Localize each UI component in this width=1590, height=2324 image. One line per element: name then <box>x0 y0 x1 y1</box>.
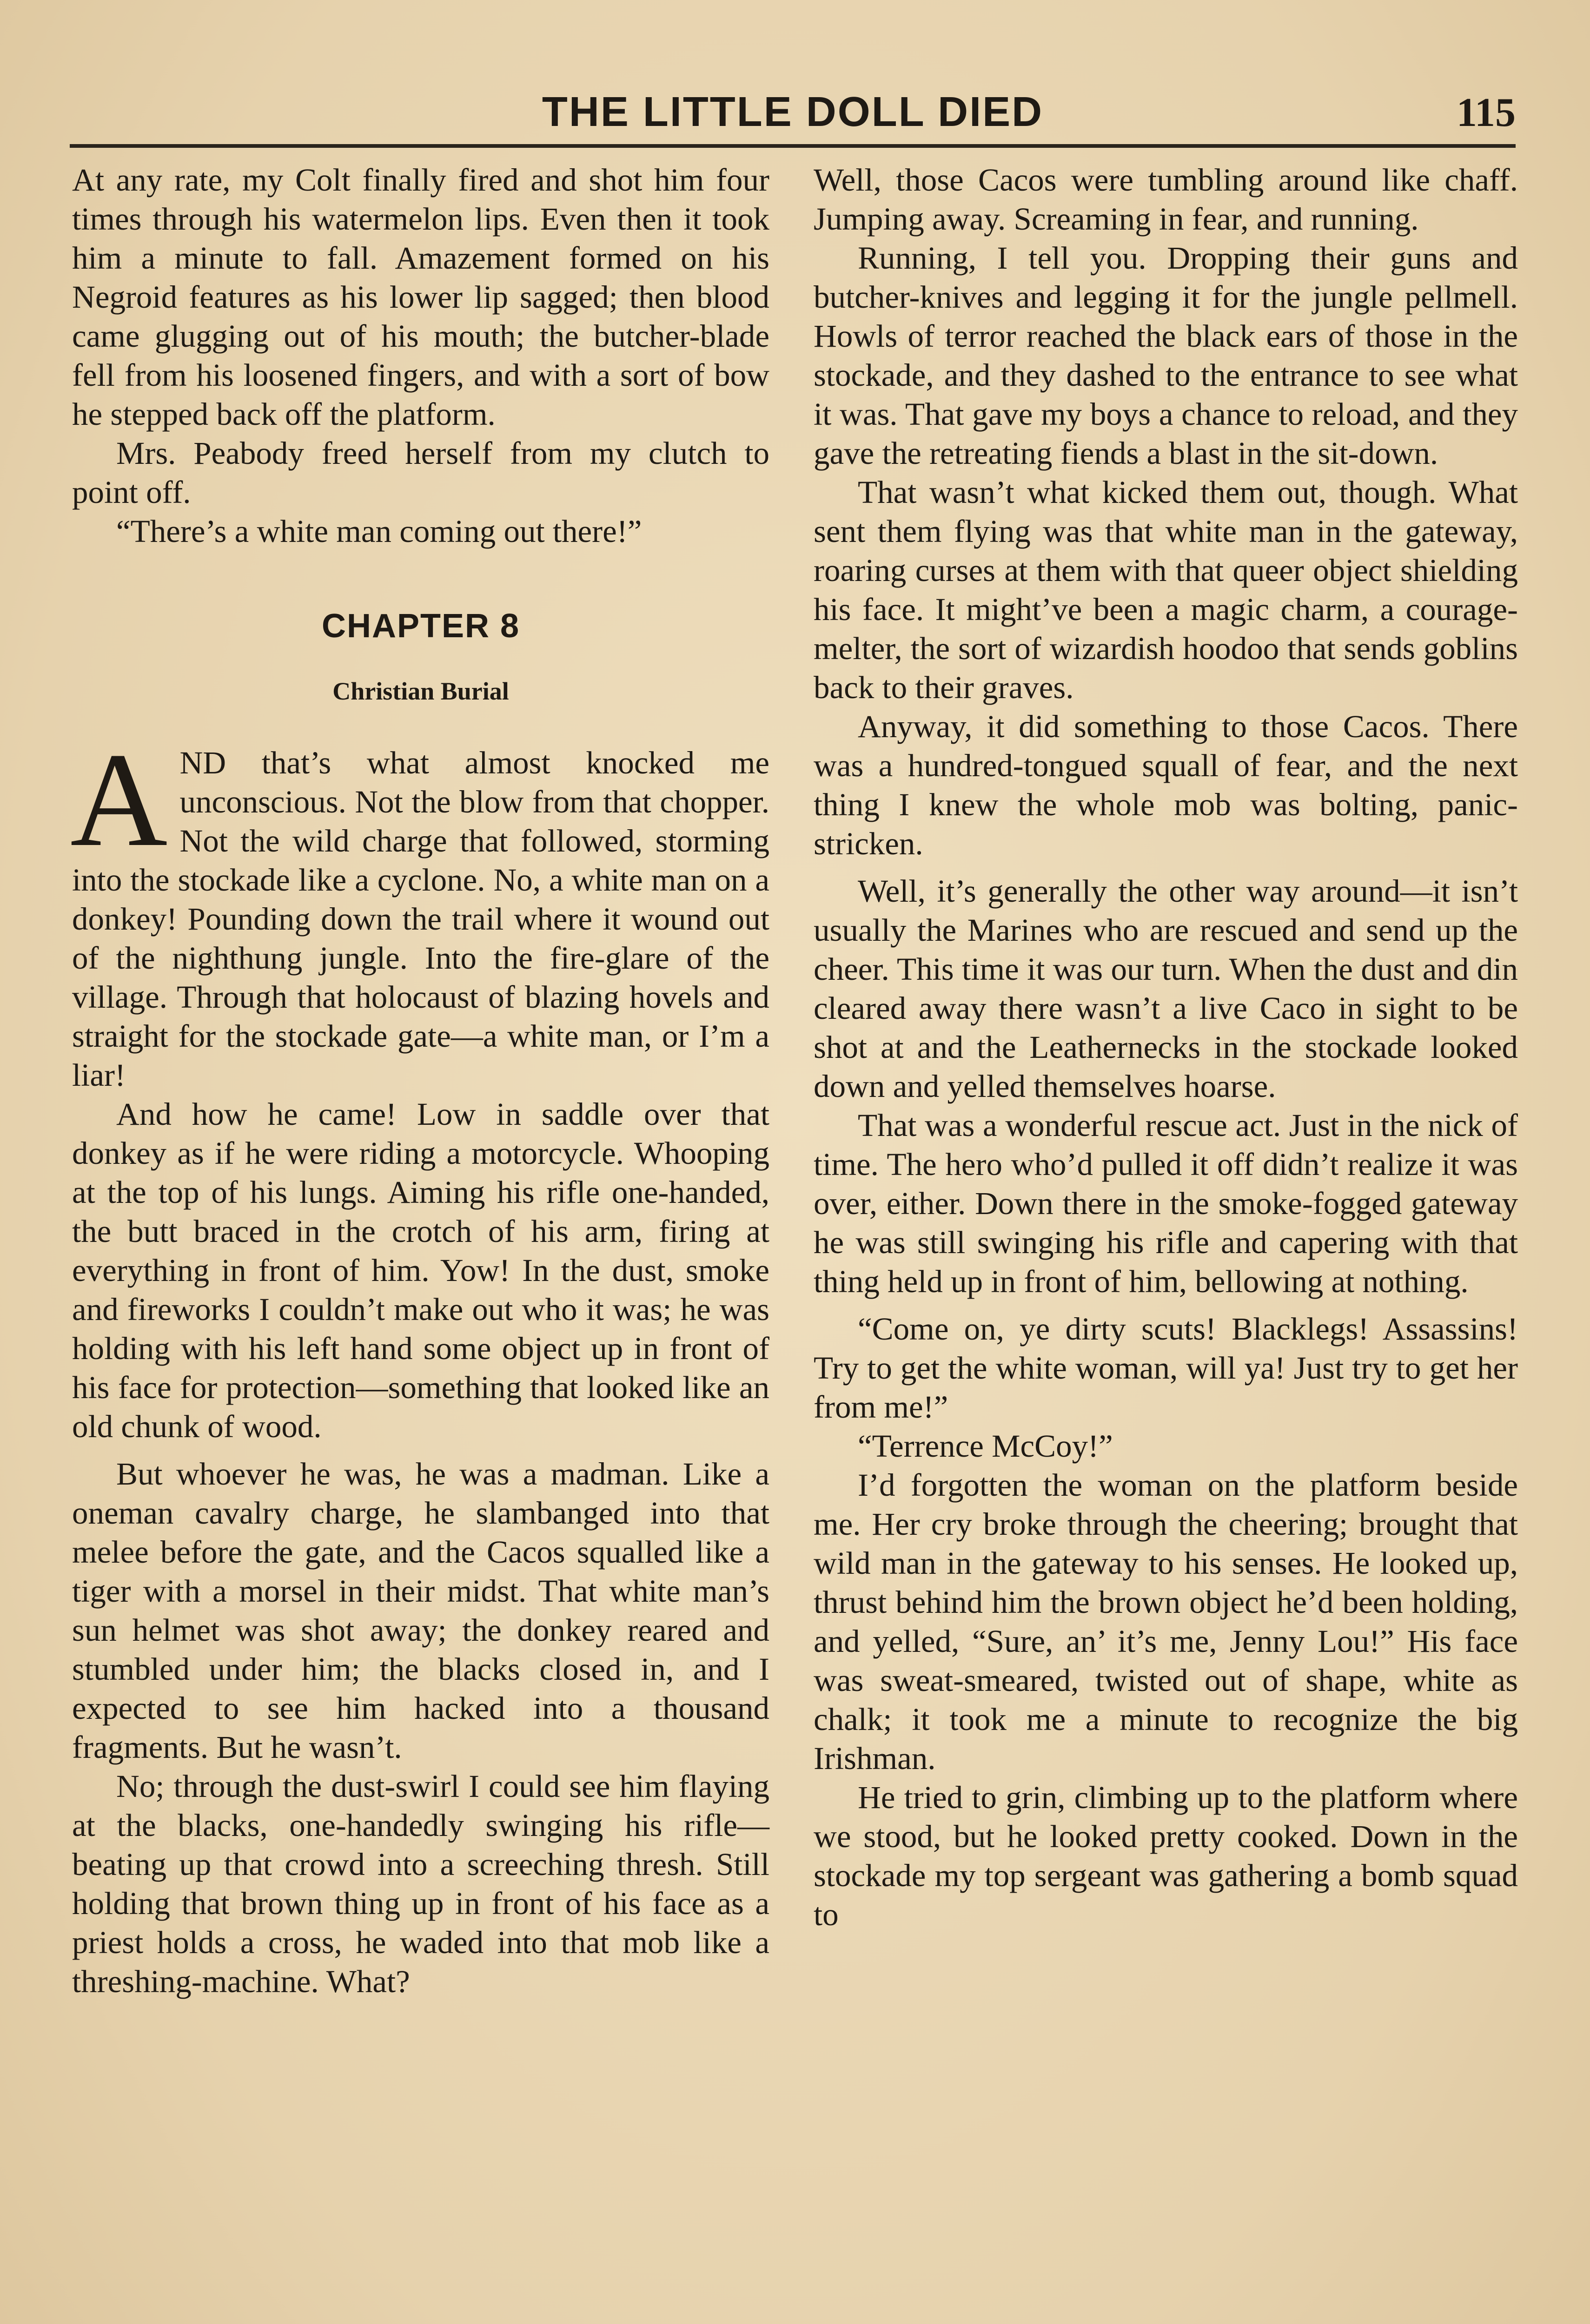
left-column <box>72 160 769 2001</box>
paragraph: But whoever he was, he was a madman. Like a oneman cavalry charge, he slambanged into that melee before the gate, and the Cacos squalled like a tiger with a morsel in their midst. That white man’s sun helmet was shot away; the donkey reared and stumbled under him; the blacks closed in, and I expected to see him hacked into a thousand fragments. But he wasn’t. <box>72 1456 769 1765</box>
running-title: THE LITTLE DOLL DIED <box>542 89 1044 135</box>
paragraph: And how he came! Low in saddle over that donkey as if he were riding a motorcycle. Whooping at the top of his lungs. Aiming his rifle one-handed, the butt braced in the crotch of his arm, firing at everything in front of him. Yow! In the dust, smoke and fireworks I couldn’t make out who it was; he was holding with his left hand some object up in front of his face for protection—something that looked like an old chunk of wood. <box>72 1096 769 1444</box>
paragraph: No; through the dust-swirl I could see him flaying at the blacks, one-handedly swinging his rifle—beating up that crowd into a screeching thresh. Still holding that brown thing up in front of his face as a priest holds a cross, he waded into that mob like a threshing-machine. What? <box>72 1769 769 1999</box>
paragraph: He tried to grin, climbing up to the platform where we stood, but he looked pretty cooked. Down in the stockade my top sergeant was gathering a bomb squad to <box>814 1780 1518 1932</box>
paragraph: That wasn’t what kicked them out, though. What sent them flying was that white man in the gateway, roaring curses at them with that queer object shielding his face. It might’ve been a magic charm, a courage-melter, the sort of wizardish hoodoo that sends goblins back to their graves. <box>814 475 1518 705</box>
paragraph: At any rate, my Colt finally fired and shot him four times through his watermelon lips. Even then it took him a minute to fall. Amazement formed on his Negroid features as his lower lip sagged; then blood came glugging out of his mouth; the butcher-blade fell from his loosened fingers, and with a sort of bow he stepped back off the platform. <box>72 162 769 432</box>
page-header <box>70 79 1516 144</box>
paragraph: Running, I tell you. Dropping their guns and butcher-knives and legging it for the jungle pellmell. Howls of terror reached the black ears of those in the stockade, and they dashed to the entrance to see what it was. That gave my boys a chance to reload, and they gave the retreating fiends a blast in the sit-down. <box>814 240 1518 471</box>
paragraph: “Come on, ye dirty scuts! Blacklegs! Assassins! Try to get the white woman, will ya! Just try to get her from me!” <box>814 1311 1518 1425</box>
header-rule <box>70 144 1516 148</box>
paragraph: That was a wonderful rescue act. Just in the nick of time. The hero who’d pulled it off didn’t realize it was over, either. Down there in the smoke-fogged gateway he was still swinging his rifle and capering with that thing held up in front of him, bellowing at nothing. <box>814 1108 1518 1299</box>
paragraph: “Terrence McCoy!” <box>858 1428 1113 1464</box>
chapter-subtitle: Christian Burial <box>332 677 509 705</box>
paragraph: I’d forgotten the woman on the platform beside me. Her cry broke through the cheering; brought that wild man in the gateway to his senses. He looked up, thrust behind him the brown object he’d been holding, and yelled, “Sure, an’ it’s me, Jenny Lou!” His face was sweat-smeared, twisted out of shape, white as chalk; it took me a minute to recognize the big Irishman. <box>814 1467 1518 1776</box>
opening-text: ND that’s what almost knocked me unconscious. Not the blow from that chopper. Not the wild charge that followed, storming into the stockade like a cyclone. No, a white man on a donkey! Pounding down the trail where it wound out of the nighthung jungle. Into the fire-glare of the village. Through that holocaust of blazing hovels and straight for the stockade gate—a white man, or I’m a liar! <box>72 745 769 1093</box>
paragraph: “There’s a white man coming out there!” <box>116 514 642 549</box>
chapter-title-block <box>72 607 769 711</box>
page-number: 115 <box>1456 90 1516 135</box>
opening-paragraph <box>70 725 769 1095</box>
drop-cap: A <box>70 725 168 874</box>
paragraph: Mrs. Peabody freed herself from my clutch to point off. <box>72 436 769 510</box>
right-column <box>814 160 1518 1934</box>
paragraph: Well, those Cacos were tumbling around like chaff. Jumping away. Screaming in fear, and running. <box>814 162 1518 237</box>
paragraph: Anyway, it did something to those Cacos. There was a hundred-tongued squall of fear, and the next thing I knew the whole mob was bolting, panic-stricken. <box>814 709 1518 861</box>
chapter-heading: CHAPTER 8 <box>321 607 520 645</box>
paragraph: Well, it’s generally the other way around—it isn’t usually the Marines who are rescued and send up the cheer. This time it was our turn. When the dust and din cleared away there wasn’t a live Caco in sight to be shot at and the Leathernecks in the stockade looked down and yelled themselves hoarse. <box>814 873 1518 1104</box>
